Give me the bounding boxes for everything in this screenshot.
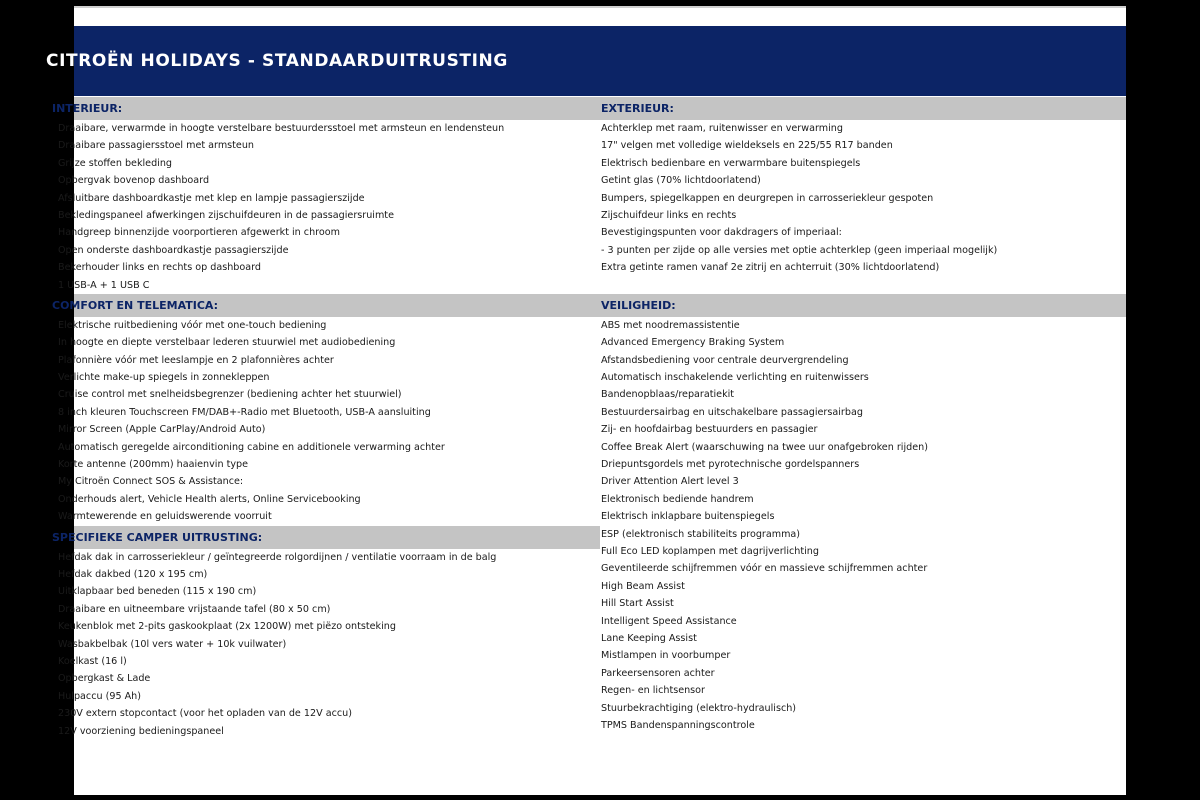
spec-item: Plafonnière vóór met leeslampje en 2 plafonnières achter bbox=[58, 354, 334, 366]
left-column bbox=[52, 97, 600, 740]
spec-list bbox=[58, 120, 600, 294]
spec-item: In hoogte en diepte verstelbaar lederen stuurwiel met audiobediening bbox=[58, 337, 396, 349]
spec-item: - 3 punten per zijde op alle versies met optie achterklep (geen imperiaal mogelijk) bbox=[601, 244, 998, 256]
spec-item: Achterklep met raam, ruitenwisser en verwarming bbox=[601, 123, 843, 134]
section-header bbox=[600, 294, 1126, 317]
spec-item: Hefdak dak in carrosseriekleur / geïntegreerde rolgordijnen / ventilatie voorraam in de balg bbox=[58, 551, 497, 563]
spec-sheet-page bbox=[46, 6, 1126, 795]
spec-item: Onderhouds alert, Vehicle Health alerts, Online Servicebooking bbox=[58, 493, 361, 505]
page-title: CITROËN HOLIDAYS - STANDAARDUITRUSTING bbox=[46, 51, 508, 71]
spec-list bbox=[600, 317, 1126, 734]
spec-item: Elektrisch bedienbare en verwarmbare buitenspiegels bbox=[601, 157, 861, 169]
spec-item: Verlichte make-up spiegels in zonnekleppen bbox=[58, 372, 270, 384]
spec-item: Automatisch geregelde airconditioning cabine en additionele verwarming achter bbox=[58, 441, 445, 453]
section-header bbox=[52, 97, 600, 120]
spec-item: Getint glas (70% lichtdoorlatend) bbox=[601, 175, 761, 187]
spec-item: Uitklapbaar bed beneden (115 x 190 cm) bbox=[58, 586, 257, 598]
section-title: COMFORT EN TELEMATICA: bbox=[52, 298, 219, 312]
spec-item: Keukenblok met 2-pits gaskookplaat (2x 1200W) met piëzo ontsteking bbox=[58, 621, 396, 633]
spec-item: ABS met noodremassistentie bbox=[601, 319, 740, 331]
spec-item: 230V extern stopcontact (voor het opladen van de 12V accu) bbox=[58, 708, 352, 720]
spec-item: Stuurbekrachtiging (elektro-hydraulisch) bbox=[601, 702, 797, 714]
spec-item: Elektronisch bediende handrem bbox=[601, 493, 754, 505]
section-title: INTERIEUR: bbox=[52, 102, 123, 115]
spec-item: My Citroën Connect SOS & Assistance: bbox=[58, 476, 244, 488]
spec-item: Automatisch inschakelende verlichting en ruitenwissers bbox=[601, 372, 869, 384]
spec-item: Advanced Emergency Braking System bbox=[601, 337, 785, 349]
spec-item: Parkeersensoren achter bbox=[601, 667, 715, 679]
spec-item: Bandenopblaas/reparatiekit bbox=[601, 389, 735, 401]
spec-section bbox=[52, 294, 600, 526]
spec-item: Draaibare en uitneembare vrijstaande tafel (80 x 50 cm) bbox=[58, 603, 331, 615]
spec-item: TPMS Bandenspanningscontrole bbox=[601, 719, 755, 731]
spec-item: 12V voorziening bedieningspaneel bbox=[58, 725, 224, 737]
spec-item: Bekledingspaneel afwerkingen zijschuifdeuren in de passagiersruimte bbox=[58, 209, 394, 221]
right-column bbox=[600, 97, 1126, 734]
spec-item: Opbergkast & Lade bbox=[58, 673, 151, 685]
spec-item: Afsluitbare dashboardkastje met klep en lampje passagierszijde bbox=[58, 192, 365, 204]
spec-item: Korte antenne (200mm) haaienvin type bbox=[58, 459, 249, 471]
spec-item: Draaibare, verwarmde in hoogte verstelbare bestuurdersstoel met armsteun en lendensteun bbox=[58, 123, 505, 134]
spec-item: Hulpaccu (95 Ah) bbox=[58, 690, 141, 702]
spec-item: Bestuurdersairbag en uitschakelbare passagiersairbag bbox=[601, 406, 863, 418]
section-header bbox=[600, 97, 1126, 120]
spec-item: Elektrische ruitbediening vóór met one-touch bediening bbox=[58, 319, 327, 331]
spec-item: Elektrisch inklapbare buitenspiegels bbox=[601, 511, 775, 523]
top-divider bbox=[74, 6, 1126, 8]
section-title: VEILIGHEID: bbox=[601, 298, 676, 312]
section-title: EXTERIEUR: bbox=[601, 102, 674, 115]
spec-item: Regen- en lichtsensor bbox=[601, 685, 705, 697]
spec-list bbox=[58, 317, 600, 526]
spec-item: Draaibare passagiersstoel met armsteun bbox=[58, 140, 254, 152]
spec-item: Cruise control met snelheidsbegrenzer (bediening achter het stuurwiel) bbox=[58, 389, 402, 401]
spec-item: Hefdak dakbed (120 x 195 cm) bbox=[58, 568, 208, 580]
spec-item: Grijze stoffen bekleding bbox=[58, 157, 173, 169]
spec-item: Bekerhouder links en rechts op dashboard bbox=[58, 262, 261, 274]
section-title: SPECIFIEKE CAMPER UITRUSTING: bbox=[52, 530, 263, 544]
spec-item: Mirror Screen (Apple CarPlay/Android Auto) bbox=[58, 424, 266, 436]
spec-item: Bumpers, spiegelkappen en deurgrepen in carrosseriekleur gespoten bbox=[601, 192, 934, 204]
spec-section bbox=[52, 97, 600, 294]
section-header bbox=[52, 526, 600, 549]
spec-item: ESP (elektronisch stabiliteits programma) bbox=[601, 528, 801, 540]
spec-item: Warmtewerende en geluidswerende voorruit bbox=[58, 511, 272, 523]
spec-section bbox=[52, 526, 600, 740]
spec-item: Full Eco LED koplampen met dagrijverlichting bbox=[601, 545, 819, 557]
spec-item: Extra getinte ramen vanaf 2e zitrij en achterruit (30% lichtdoorlatend) bbox=[601, 262, 940, 274]
spec-section bbox=[600, 294, 1126, 734]
spec-item: Handgreep binnenzijde voorportieren afgewerkt in chroom bbox=[58, 227, 340, 239]
spec-item: 8 inch kleuren Touchscreen FM/DAB+-Radio met Bluetooth, USB-A aansluiting bbox=[58, 406, 431, 418]
spec-item: Koelkast (16 l) bbox=[58, 655, 127, 667]
spec-item: Afstandsbediening voor centrale deurvergrendeling bbox=[601, 354, 849, 366]
spec-item: Mistlampen in voorbumper bbox=[601, 650, 731, 662]
spec-item: Driver Attention Alert level 3 bbox=[601, 476, 739, 488]
spec-list bbox=[58, 549, 600, 740]
spec-item bbox=[601, 277, 1126, 294]
spec-item: Geventileerde schijfremmen vóór en massieve schijfremmen achter bbox=[601, 563, 928, 575]
spec-item: Open onderste dashboardkastje passagierszijde bbox=[58, 244, 289, 256]
spec-item: Opbergvak bovenop dashboard bbox=[58, 175, 210, 187]
spec-item: Zij- en hoofdairbag bestuurders en passagier bbox=[601, 424, 818, 436]
spec-item: Wasbakbelbak (10l vers water + 10k vuilwater) bbox=[58, 638, 287, 650]
spec-item: Hill Start Assist bbox=[601, 598, 674, 610]
title-banner bbox=[46, 26, 1126, 96]
spec-item: Lane Keeping Assist bbox=[601, 632, 697, 644]
spec-item: Intelligent Speed Assistance bbox=[601, 615, 737, 627]
spec-item: Coffee Break Alert (waarschuwing na twee uur onafgebroken rijden) bbox=[601, 441, 928, 453]
spec-item: 17" velgen met volledige wieldeksels en 225/55 R17 banden bbox=[601, 140, 893, 152]
spec-item: Driepuntsgordels met pyrotechnische gordelspanners bbox=[601, 459, 860, 471]
spec-item: Zijschuifdeur links en rechts bbox=[601, 209, 737, 221]
spec-item: High Beam Assist bbox=[601, 580, 685, 592]
spec-list bbox=[600, 120, 1126, 294]
spec-item: 1 USB-A + 1 USB C bbox=[58, 279, 150, 291]
section-header bbox=[52, 294, 600, 317]
spec-section bbox=[600, 97, 1126, 294]
spec-item: Bevestigingspunten voor dakdragers of imperiaal: bbox=[601, 227, 842, 239]
